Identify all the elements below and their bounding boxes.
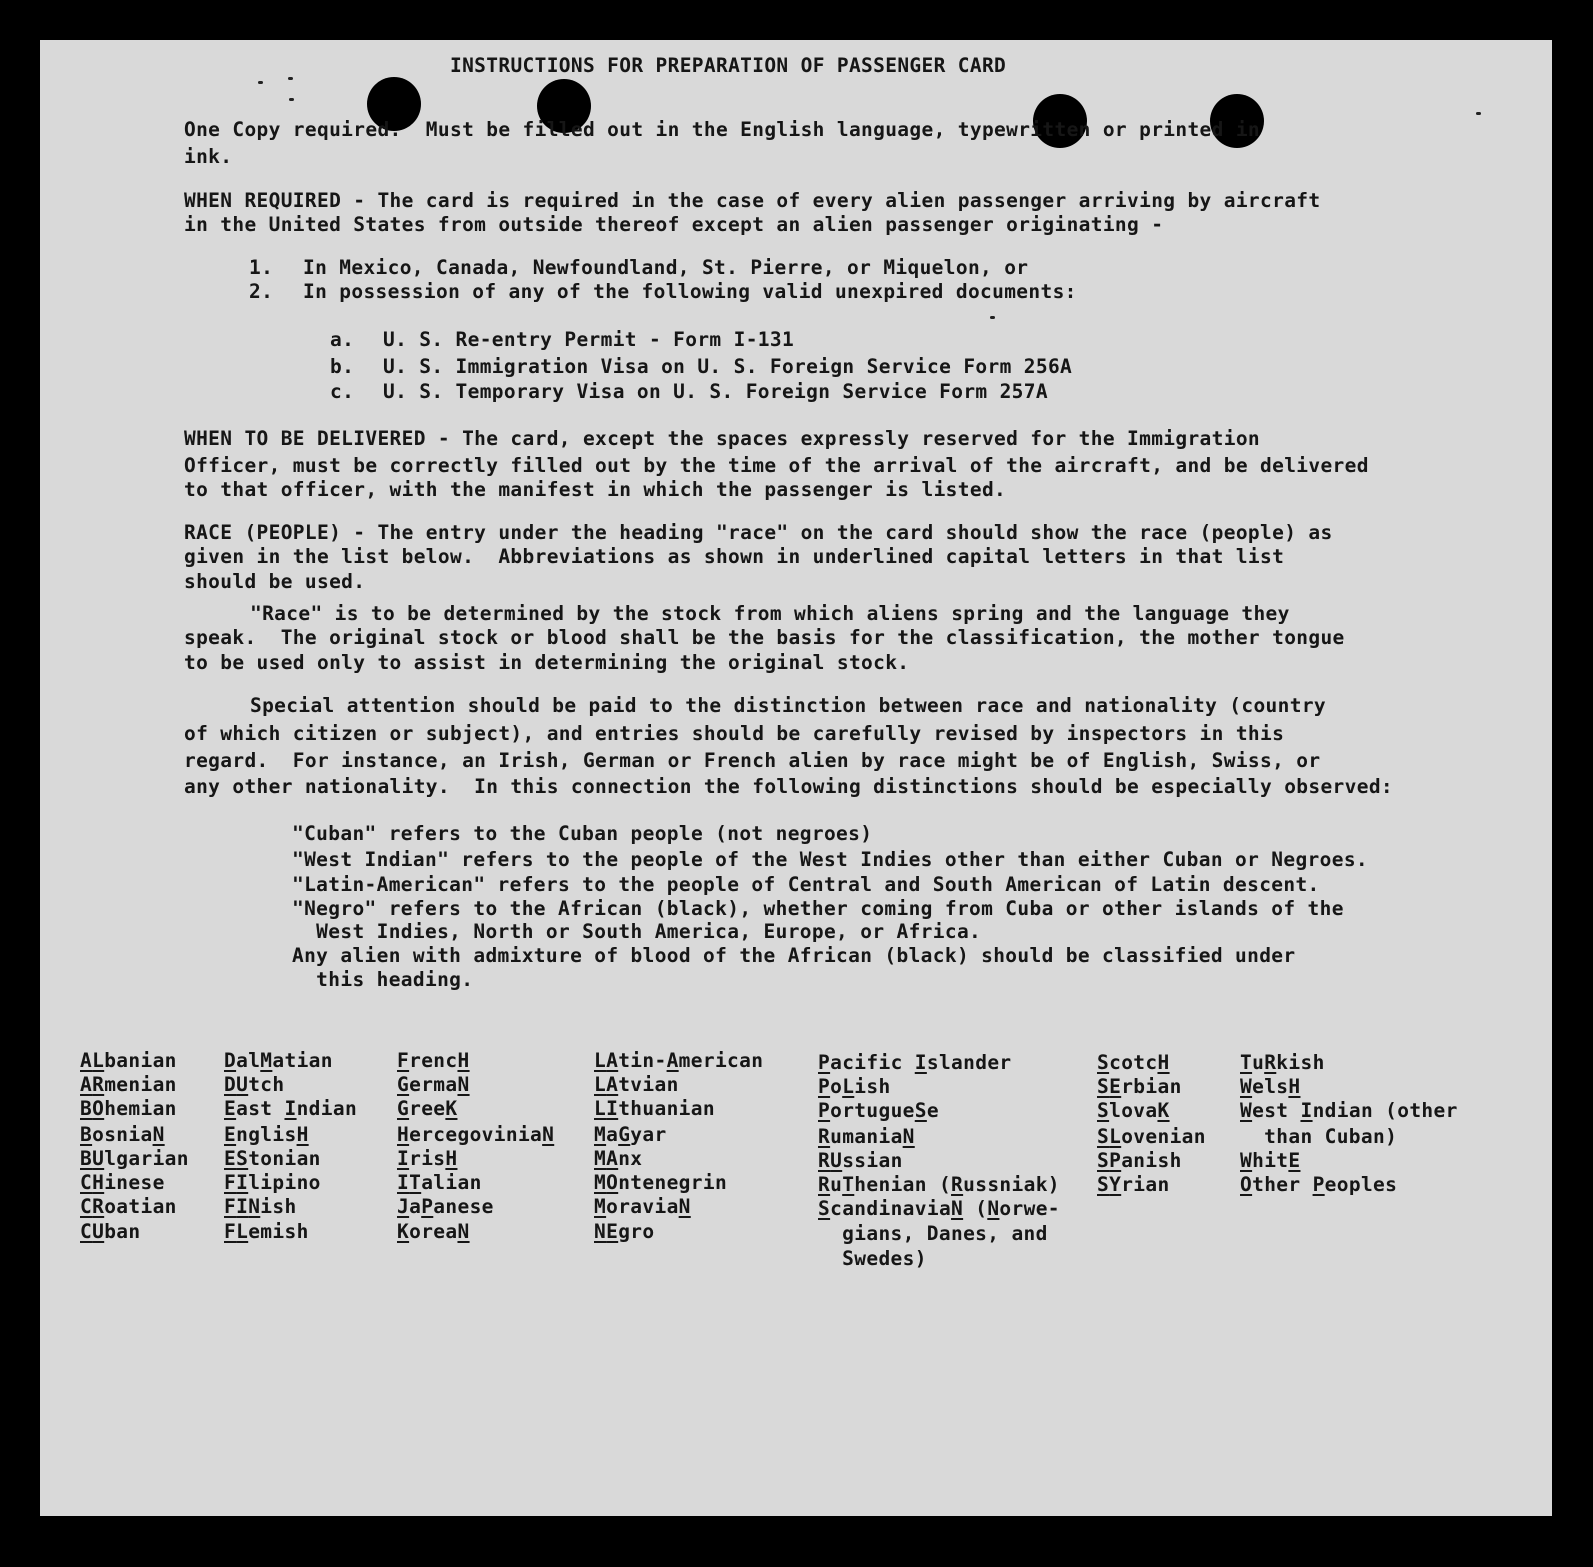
race-list-item: RUssian: [818, 1149, 903, 1172]
race-list-item: EnglisH: [224, 1123, 309, 1146]
race-list-item: BosniaN: [80, 1123, 165, 1146]
distinction-line: Any alien with admixture of blood of the African (black) should be classified under: [292, 944, 1296, 967]
race-list-item: DUtch: [224, 1073, 285, 1096]
race-list-item: LIthuanian: [594, 1097, 715, 1120]
race-definition-line: speak. The original stock or blood shall be the basis for the classification, the mother tongue: [184, 626, 1345, 649]
document-item: U. S. Temporary Visa on U. S. Foreign Service Form 257A: [383, 380, 1048, 403]
numbered-marker: 1.: [249, 256, 274, 279]
race-list-item: IrisH: [397, 1147, 458, 1170]
page-title: INSTRUCTIONS FOR PREPARATION OF PASSENGER CARD: [450, 54, 1007, 77]
special-attention-line: of which citizen or subject), and entries should be carefully revised by inspectors in this: [184, 722, 1285, 745]
race-list-item: MoraviaN: [594, 1195, 691, 1218]
numbered-item: In possession of any of the following valid unexpired documents:: [303, 280, 1077, 303]
numbered-item: In Mexico, Canada, Newfoundland, St. Pierre, or Miquelon, or: [303, 256, 1029, 279]
race-list-item: MOntenegrin: [594, 1171, 728, 1194]
race-list-item: SLovenian: [1097, 1125, 1206, 1148]
race-list-item: GreeK: [397, 1097, 458, 1120]
race-list-item: ARmenian: [80, 1073, 177, 1096]
race-list-item: NEgro: [594, 1220, 655, 1243]
distinction-line: "Latin-American" refers to the people of Central and South American of Latin descent.: [292, 873, 1320, 896]
race-intro-line: given in the list below. Abbreviations as shown in underlined capital letters in that list: [184, 545, 1285, 568]
race-list-item: RuThenian (Russniak): [818, 1173, 1060, 1196]
paper-speck: [1476, 112, 1481, 115]
race-list-item: SPanish: [1097, 1149, 1182, 1172]
document-marker: c.: [330, 380, 355, 403]
race-list-item: West Indian (other: [1240, 1099, 1458, 1122]
race-list-item: DalMatian: [224, 1049, 333, 1072]
race-list-item: LAtin-American: [594, 1049, 764, 1072]
race-list-item: Swedes): [818, 1247, 927, 1270]
race-list-item: ScotcH: [1097, 1051, 1170, 1074]
race-list-item: BUlgarian: [80, 1147, 189, 1170]
race-list-item: SlovaK: [1097, 1099, 1170, 1122]
distinction-line: "West Indian" refers to the people of the West Indies other than either Cuban or Negroes.: [292, 848, 1369, 871]
race-list-item: PoLish: [818, 1075, 891, 1098]
when-delivered-line: Officer, must be correctly filled out by the time of the arrival of the aircraft, and be delivered: [184, 454, 1369, 477]
race-definition-line: "Race" is to be determined by the stock from which aliens spring and the language they: [250, 602, 1290, 625]
when-required-line: WHEN REQUIRED - The card is required in the case of every alien passenger arriving by aircraft: [184, 189, 1321, 212]
race-list-item: JaPanese: [397, 1195, 494, 1218]
race-list-item: WhitE: [1240, 1149, 1301, 1172]
paper-speck: [289, 98, 294, 101]
race-list-item: FrencH: [397, 1049, 470, 1072]
race-list-item: ScandinaviaN (Norwe-: [818, 1197, 1060, 1220]
race-list-item: SYrian: [1097, 1173, 1170, 1196]
document-item: U. S. Re-entry Permit - Form I-131: [383, 328, 795, 351]
race-list-item: RumaniaN: [818, 1125, 915, 1148]
when-required-line: in the United States from outside thereof except an alien passenger originating -: [184, 213, 1164, 236]
distinction-line: this heading.: [292, 968, 474, 991]
race-intro-line: should be used.: [184, 570, 366, 593]
distinction-line: West Indies, North or South America, Europe, or Africa.: [292, 920, 982, 943]
race-list-item: WelsH: [1240, 1075, 1301, 1098]
race-list-item: MAnx: [594, 1147, 643, 1170]
race-list-item: TuRkish: [1240, 1051, 1325, 1074]
race-list-item: SErbian: [1097, 1075, 1182, 1098]
race-list-item: HercegoviniaN: [397, 1123, 555, 1146]
paper-speck: [258, 81, 263, 84]
numbered-marker: 2.: [249, 280, 274, 303]
race-list-item: CHinese: [80, 1171, 165, 1194]
race-list-item: MaGyar: [594, 1123, 667, 1146]
paper-speck: [288, 77, 293, 80]
race-list-item: BOhemian: [80, 1097, 177, 1120]
special-attention-line: regard. For instance, an Irish, German or French alien by race might be of English, Swiss, or: [184, 749, 1321, 772]
race-list-item: than Cuban): [1240, 1125, 1398, 1148]
when-delivered-line: WHEN TO BE DELIVERED - The card, except the spaces expressly reserved for the Immigration: [184, 427, 1261, 450]
race-list-item: LAtvian: [594, 1073, 679, 1096]
intro-line: One Copy required. Must be filled out in the English language, typewritten or printed in: [184, 118, 1261, 141]
race-list-item: CUban: [80, 1220, 141, 1243]
distinction-line: "Cuban" refers to the Cuban people (not negroes): [292, 822, 873, 845]
document-marker: b.: [330, 355, 355, 378]
race-list-item: PortugueSe: [818, 1099, 939, 1122]
special-attention-line: any other nationality. In this connection the following distinctions should be especially observed:: [184, 775, 1393, 798]
race-list-item: ALbanian: [80, 1049, 177, 1072]
race-list-item: CRoatian: [80, 1195, 177, 1218]
race-list-item: Other Peoples: [1240, 1173, 1398, 1196]
document-item: U. S. Immigration Visa on U. S. Foreign Service Form 256A: [383, 355, 1073, 378]
race-list-item: KoreaN: [397, 1220, 470, 1243]
race-list-item: FINish: [224, 1195, 297, 1218]
document-marker: a.: [330, 328, 355, 351]
intro-line: ink.: [184, 145, 233, 168]
paper-speck: [990, 316, 995, 319]
race-list-item: ITalian: [397, 1171, 482, 1194]
race-list-item: FLemish: [224, 1220, 309, 1243]
race-definition-line: to be used only to assist in determining the original stock.: [184, 651, 910, 674]
distinction-line: "Negro" refers to the African (black), whether coming from Cuba or other islands of the: [292, 897, 1344, 920]
race-list-item: FIlipino: [224, 1171, 321, 1194]
special-attention-line: Special attention should be paid to the distinction between race and nationality (country: [250, 694, 1327, 717]
race-list-item: East Indian: [224, 1097, 358, 1120]
race-list-item: gians, Danes, and: [818, 1222, 1048, 1245]
race-intro-line: RACE (PEOPLE) - The entry under the heading "race" on the card should show the race (people) as: [184, 521, 1333, 544]
race-list-item: EStonian: [224, 1147, 321, 1170]
race-list-item: GermaN: [397, 1073, 470, 1096]
race-list-item: Pacific Islander: [818, 1051, 1012, 1074]
when-delivered-line: to that officer, with the manifest in which the passenger is listed.: [184, 478, 1007, 501]
